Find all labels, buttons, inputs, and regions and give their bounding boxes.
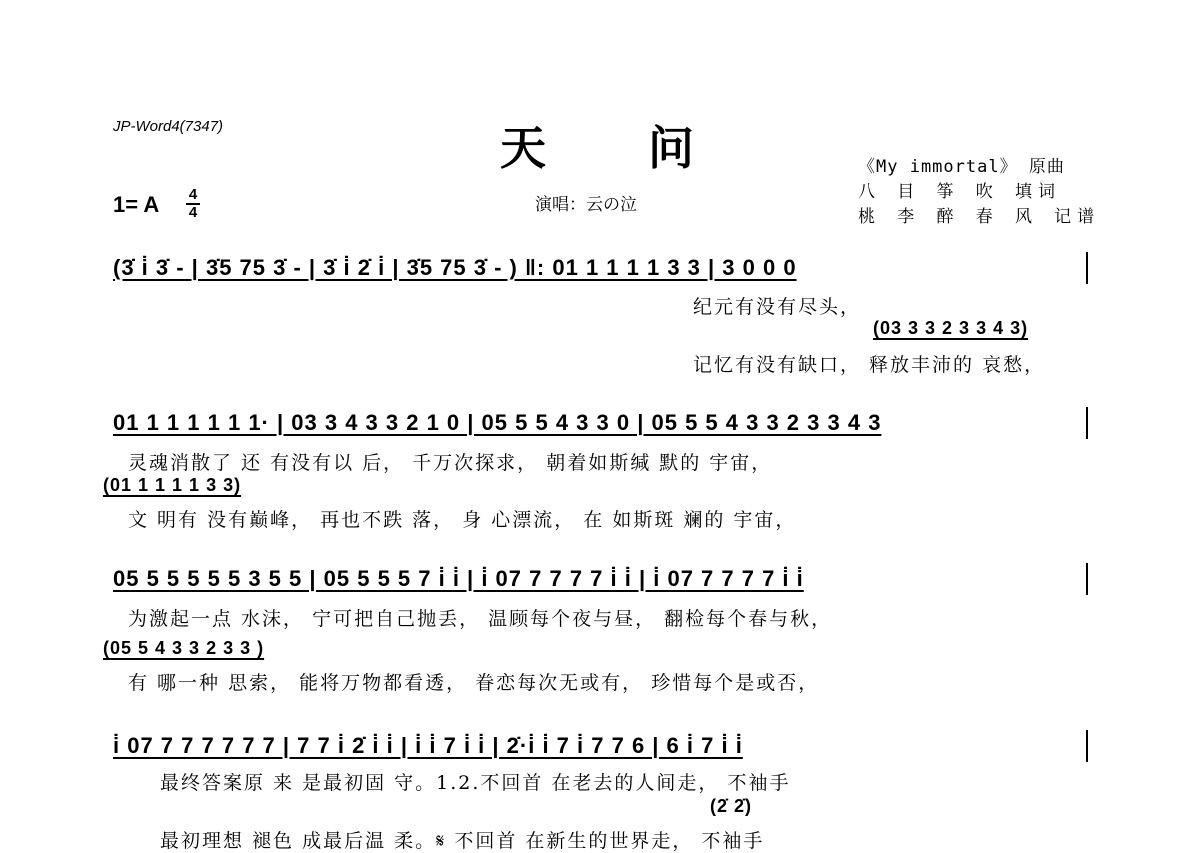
title-char-1: 天 <box>500 121 548 175</box>
credit-lyricist: 八 目 筝 吹 填词 <box>858 182 1061 202</box>
lyric-line-3b: 有 哪一种 思索， 能将万物都看透， 眷恋每次无或有， 珍惜每个是或否， <box>128 672 820 694</box>
sub-notation-line-2: (01 1 1 1 1 3 3) <box>103 475 242 495</box>
lyric-line-4a: 最终答案原 来 是最初固 守。1.2.不回首 在老去的人间走， 不袖手 <box>160 772 791 794</box>
lyric-line-1a: 纪元有没有尽头， <box>693 296 862 318</box>
barline <box>1086 563 1088 595</box>
lyric-line-1b: 记忆有没有缺口， 释放丰沛的 哀愁， <box>693 354 1046 376</box>
notation-line-3: 05 5 5 5 5 5 3 5 5 | 05 5 5 5 7 i̇ i̇ | i̇ 07 7 7 7 7 i̇ i̇ | i̇ 07 7 7 7 7 i̇ i̇ <box>113 566 804 591</box>
lyric-line-3a: 为激起一点 水沫， 宁可把自己抛丢， 温顾每个夜与昼， 翻检每个春与秋， <box>128 608 833 630</box>
lyric-line-2a: 灵魂消散了 还 有没有以 后， 千万次探求， 朝着如斯缄 默的 宇宙， <box>128 452 773 474</box>
credit-transcriber: 桃 李 醉 春 风 记谱 <box>858 207 1101 227</box>
barline <box>1086 730 1088 762</box>
barline <box>1086 407 1088 439</box>
barline <box>1086 252 1088 284</box>
credit-original-song: 《My immortal》 原曲 <box>858 157 1065 177</box>
lyric-line-2b: 文 明有 没有巅峰， 再也不跌 落， 身 心漂流， 在 如斯斑 斓的 宇宙， <box>128 509 797 531</box>
sub-notation-line-3: (05 5 4 3 3 2 3 3 ) <box>103 638 265 658</box>
sub-notation-line-1: (03 3 3 2 3 3 4 3) <box>873 318 1029 338</box>
singer-credit: 演唱：云の泣 <box>535 195 637 215</box>
sub-notation-line-4: (2̇ 2̇) <box>710 796 753 816</box>
song-title <box>500 112 696 178</box>
key-signature: 1= A <box>113 192 160 217</box>
notation-line-2: 01 1 1 1 1 1 1· | 03 3 4 3 3 2 1 0 | 05 5 5 4 3 3 0 | 05 5 5 4 3 3 2 3 3 4 3 <box>113 410 882 435</box>
lyric-line-4b: 最初理想 褪色 成最后温 柔。𝄋 不回首 在新生的世界走， 不袖手 <box>160 830 765 852</box>
jp-word-watermark: JP-Word4(7347) <box>113 118 224 135</box>
title-char-2: 问 <box>648 121 696 175</box>
time-signature <box>186 188 200 220</box>
time-signature-bottom: 4 <box>188 204 198 221</box>
notation-line-4: i̇ 07 7 7 7 7 7 7 | 7 7 i̇ 2̇ i̇ i̇ | i̇ i̇ 7 i̇ i̇ | 2̇·i̇ i̇ 7 i̇ 7 7 6 | 6 i̇ 7 i̇ i̇ <box>113 733 743 758</box>
time-signature-top: 4 <box>188 186 198 203</box>
notation-line-1: (3̇ i̇ 3̇ - | 3̇5 75 3̇ - | 3̇ i̇ 2̇ i̇ | 3̇5 75 3̇ - ) ‖: 01 1 1 1 1 3 3 | 3 0 0 0 <box>113 255 797 280</box>
